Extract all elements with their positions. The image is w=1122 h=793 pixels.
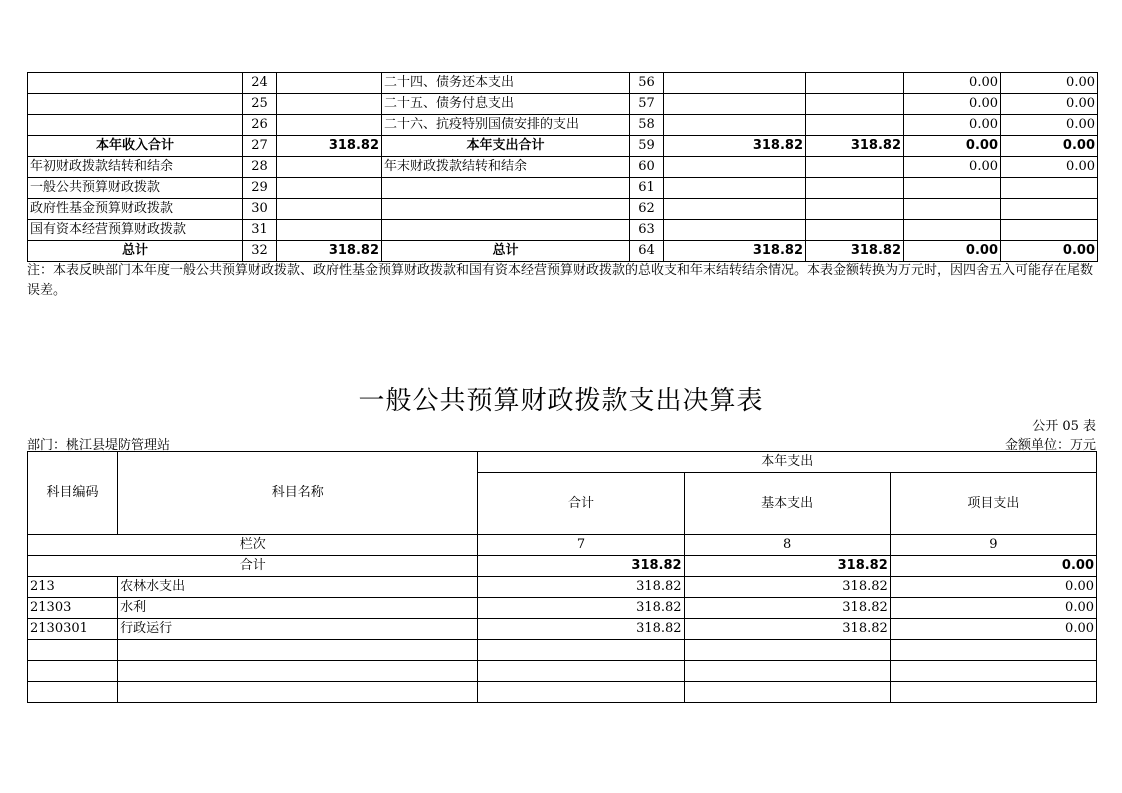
expense-project: 0.00 [904,94,1001,115]
expense-item: 二十四、债务还本支出 [382,73,630,94]
subject-name: 水利 [118,598,478,619]
row-project [890,640,1096,661]
expense-total [664,73,806,94]
table-row [28,73,1098,94]
expense-basic [806,178,904,199]
income-item: 一般公共预算财政拨款 [28,178,243,199]
row-total: 318.82 [478,619,684,640]
subject-code: 2130301 [28,619,118,640]
expense-project: 0.00 [904,241,1001,262]
income-item [28,73,243,94]
expense-basic [806,115,904,136]
income-amount [277,220,382,241]
income-line-no: 29 [243,178,277,199]
subject-name [118,682,478,703]
income-line-no: 31 [243,220,277,241]
col-basic-header: 基本支出 [684,473,890,535]
subject-name: 行政运行 [118,619,478,640]
row-project [890,661,1096,682]
expense-item: 本年支出合计 [382,136,630,157]
subject-name [118,661,478,682]
table-row [28,94,1098,115]
row-project: 0.00 [890,598,1096,619]
table-row [28,178,1098,199]
expense-project: 0.00 [904,136,1001,157]
page-title: 一般公共预算财政拨款支出决算表 [358,386,764,416]
expense-basic [806,157,904,178]
expense-basic [806,94,904,115]
income-line-no: 30 [243,199,277,220]
expense-project: 0.00 [904,73,1001,94]
total-amount: 318.82 [478,556,684,577]
expense-total [664,178,806,199]
amount-unit-label: 金额单位：万元 [1004,438,1096,453]
subject-name [118,640,478,661]
expense-total [664,115,806,136]
income-line-no: 24 [243,73,277,94]
table-row [28,682,1097,703]
expense-project [904,220,1001,241]
expense-line-no: 57 [630,94,664,115]
expense-line-no: 58 [630,115,664,136]
expense-line-no: 61 [630,178,664,199]
row-total [478,682,684,703]
expense-item [382,199,630,220]
expense-item [382,178,630,199]
total-basic: 318.82 [684,556,890,577]
expense-basic [806,199,904,220]
expense-line-no: 59 [630,136,664,157]
expense-item: 二十六、抗疫特别国债安排的支出 [382,115,630,136]
row-total [478,661,684,682]
row-basic [684,661,890,682]
row-basic [684,640,890,661]
col-code-header: 科目编码 [28,452,118,535]
expense-item: 总计 [382,241,630,262]
table-row [28,199,1098,220]
lanci-row [28,535,1097,556]
income-item: 年初财政拨款结转和结余 [28,157,243,178]
expense-total: 318.82 [664,241,806,262]
col-total-header: 合计 [478,473,684,535]
expense-item: 二十五、债务付息支出 [382,94,630,115]
income-item: 总计 [28,241,243,262]
income-line-no: 32 [243,241,277,262]
table-row [28,640,1097,661]
expenditure-table [27,451,1097,703]
expense-basic [806,220,904,241]
col-year-header: 本年支出 [478,452,1097,473]
row-project: 0.00 [890,577,1096,598]
expense-other: 0.00 [1001,94,1098,115]
row-basic: 318.82 [684,619,890,640]
income-amount [277,178,382,199]
form-number: 公开 05 表 [1032,419,1096,434]
expense-other: 0.00 [1001,115,1098,136]
row-basic: 318.82 [684,598,890,619]
expense-line-no: 56 [630,73,664,94]
income-line-no: 27 [243,136,277,157]
income-amount: 318.82 [277,241,382,262]
expense-project [904,178,1001,199]
income-amount [277,157,382,178]
income-amount [277,73,382,94]
table-row [28,220,1098,241]
income-amount [277,94,382,115]
income-item [28,115,243,136]
income-line-no: 28 [243,157,277,178]
expense-other: 0.00 [1001,157,1098,178]
department-label: 部门：桃江县堤防管理站 [27,438,171,453]
expense-item [382,220,630,241]
subject-code [28,682,118,703]
lanci-label: 栏次 [28,535,478,556]
income-item: 政府性基金预算财政拨款 [28,199,243,220]
expense-basic: 318.82 [806,241,904,262]
expense-basic [806,73,904,94]
income-line-no: 25 [243,94,277,115]
expense-other [1001,220,1098,241]
total-project: 0.00 [890,556,1096,577]
row-total: 318.82 [478,577,684,598]
table-row [28,241,1098,262]
expense-other [1001,199,1098,220]
expense-line-no: 60 [630,157,664,178]
expense-other: 0.00 [1001,136,1098,157]
expense-project [904,199,1001,220]
row-total [478,640,684,661]
income-amount: 318.82 [277,136,382,157]
expense-total: 318.82 [664,136,806,157]
subject-name: 农林水支出 [118,577,478,598]
income-amount [277,115,382,136]
table-row [28,136,1098,157]
table-row [28,157,1098,178]
expense-other: 0.00 [1001,241,1098,262]
subject-code: 213 [28,577,118,598]
expense-basic: 318.82 [806,136,904,157]
expense-line-no: 63 [630,220,664,241]
table-row [28,619,1097,640]
row-total: 318.82 [478,598,684,619]
income-item: 本年收入合计 [28,136,243,157]
table-row [28,661,1097,682]
lanci-7: 7 [478,535,684,556]
subject-code: 21303 [28,598,118,619]
total-label: 合计 [28,556,478,577]
expense-project: 0.00 [904,115,1001,136]
row-project: 0.00 [890,619,1096,640]
header-row [28,452,1097,473]
subject-code [28,661,118,682]
row-project [890,682,1096,703]
col-project-header: 项目支出 [890,473,1096,535]
income-line-no: 26 [243,115,277,136]
lanci-9: 9 [890,535,1096,556]
row-basic [684,682,890,703]
expense-other [1001,178,1098,199]
table-note: 注：本表反映部门本年度一般公共预算财政拨款、政府性基金预算财政拨款和国有资本经营预算财政拨款的总收支和年末结转结余情况。本表金额转换为万元时，因四舍五入可能存在尾数误差。 [27,263,1094,298]
expense-other: 0.00 [1001,73,1098,94]
income-item: 国有资本经营预算财政拨款 [28,220,243,241]
row-basic: 318.82 [684,577,890,598]
table-row [28,598,1097,619]
table-row [28,115,1098,136]
col-name-header: 科目名称 [118,452,478,535]
expense-item: 年末财政拨款结转和结余 [382,157,630,178]
expense-line-no: 62 [630,199,664,220]
income-item [28,94,243,115]
expense-total [664,157,806,178]
expense-total [664,199,806,220]
income-amount [277,199,382,220]
expense-project: 0.00 [904,157,1001,178]
lanci-8: 8 [684,535,890,556]
expense-line-no: 64 [630,241,664,262]
expense-total [664,94,806,115]
total-row [28,556,1097,577]
income-expense-table [27,72,1098,262]
table-row [28,577,1097,598]
subject-code [28,640,118,661]
expense-total [664,220,806,241]
